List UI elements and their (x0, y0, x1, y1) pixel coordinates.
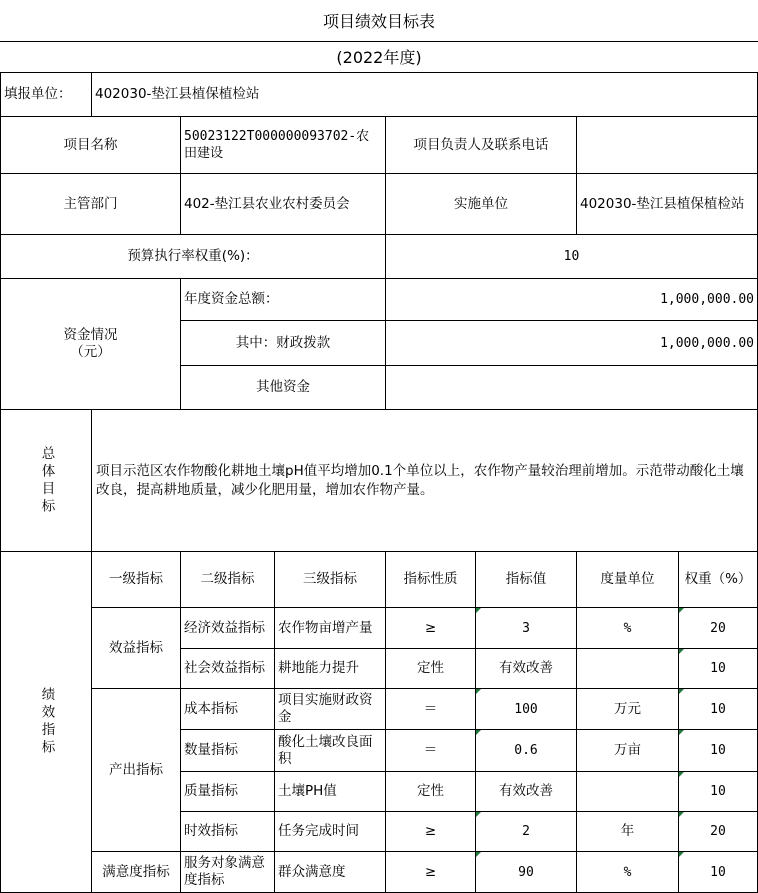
project-name-value: 50023122T000000093702-农田建设 (180, 116, 386, 174)
row-unit: 年 (576, 811, 679, 852)
row-weight: 20 (678, 607, 758, 649)
header-value: 指标值 (475, 551, 577, 608)
project-owner-label: 项目负责人及联系电话 (385, 116, 577, 174)
row-weight: 10 (678, 648, 758, 689)
row-level3: 任务完成时间 (274, 811, 386, 852)
project-owner-value (576, 116, 758, 174)
row-level2: 时效指标 (180, 811, 275, 852)
header-level2: 二级指标 (180, 551, 275, 608)
header-level3: 三级指标 (274, 551, 386, 608)
header-nature: 指标性质 (385, 551, 476, 608)
row-level3: 农作物亩增产量 (274, 607, 386, 649)
row-value: 2 (475, 811, 577, 852)
row-weight: 20 (678, 811, 758, 852)
row-level3: 项目实施财政资金 (274, 688, 386, 730)
funds-total-label: 年度资金总额： (180, 278, 386, 321)
row-unit (576, 648, 679, 689)
row-level2: 社会效益指标 (180, 648, 275, 689)
row-unit (576, 771, 679, 812)
impl-label: 实施单位 (385, 173, 577, 235)
goal-text: 项目示范区农作物酸化耕地土壤pH值平均增加0.1个单位以上，农作物产量较治理前增加。示范带动酸化土壤改良，提高耕地质量，减少化肥用量，增加农作物产量。 (91, 409, 758, 552)
funds-other-label: 其他资金 (180, 365, 386, 410)
row-nature: 定性 (385, 771, 476, 812)
budget-weight-label: 预算执行率权重(%)： (0, 234, 386, 279)
row-value: 有效改善 (475, 771, 577, 812)
header-level1: 一级指标 (91, 551, 181, 608)
budget-weight-value: 10 (385, 234, 758, 279)
dept-label: 主管部门 (0, 173, 181, 235)
row-level2: 服务对象满意度指标 (180, 851, 275, 893)
group-output: 产出指标 (91, 688, 181, 852)
project-name-label: 项目名称 (0, 116, 181, 174)
funds-fiscal-label: 其中：财政拨款 (180, 320, 386, 366)
row-value: 3 (475, 607, 577, 649)
row-value: 有效改善 (475, 648, 577, 689)
funds-fiscal-value: 1,000,000.00 (385, 320, 758, 366)
row-level3: 耕地能力提升 (274, 648, 386, 689)
header-unit: 度量单位 (576, 551, 679, 608)
row-level3: 酸化土壤改良面积 (274, 729, 386, 772)
row-weight: 10 (678, 771, 758, 812)
row-level2: 经济效益指标 (180, 607, 275, 649)
funds-other-value (385, 365, 758, 410)
impl-value: 402030-垫江县植保植检站 (576, 173, 758, 235)
row-nature: ＝ (385, 729, 476, 772)
row-unit: 万元 (576, 688, 679, 730)
unit-value: 402030-垫江县植保植检站 (91, 72, 758, 117)
row-level3: 群众满意度 (274, 851, 386, 893)
row-weight: 10 (678, 851, 758, 893)
year-label: (2022年度) (0, 41, 758, 73)
unit-label: 填报单位： (0, 72, 92, 117)
row-unit: 万亩 (576, 729, 679, 772)
goal-label: 总体目标 (0, 409, 92, 552)
row-weight: 10 (678, 688, 758, 730)
row-nature: ≥ (385, 811, 476, 852)
row-nature: ＝ (385, 688, 476, 730)
group-satisfaction: 满意度指标 (91, 851, 181, 893)
row-nature: ≥ (385, 607, 476, 649)
header-weight: 权重（%） (678, 551, 758, 608)
row-value: 0.6 (475, 729, 577, 772)
row-level2: 成本指标 (180, 688, 275, 730)
row-unit: % (576, 851, 679, 893)
row-level2: 数量指标 (180, 729, 275, 772)
row-unit: % (576, 607, 679, 649)
funds-total-value: 1,000,000.00 (385, 278, 758, 321)
funds-label: 资金情况 （元） (0, 278, 181, 410)
page-title: 项目绩效目标表 (322, 11, 435, 31)
group-benefit: 效益指标 (91, 607, 181, 689)
row-level2: 质量指标 (180, 771, 275, 812)
row-value: 90 (475, 851, 577, 893)
row-value: 100 (475, 688, 577, 730)
row-nature: 定性 (385, 648, 476, 689)
dept-value: 402-垫江县农业农村委员会 (180, 173, 386, 235)
row-level3: 土壤PH值 (274, 771, 386, 812)
perf-label: 绩效指标 (0, 551, 92, 893)
row-weight: 10 (678, 729, 758, 772)
row-nature: ≥ (385, 851, 476, 893)
